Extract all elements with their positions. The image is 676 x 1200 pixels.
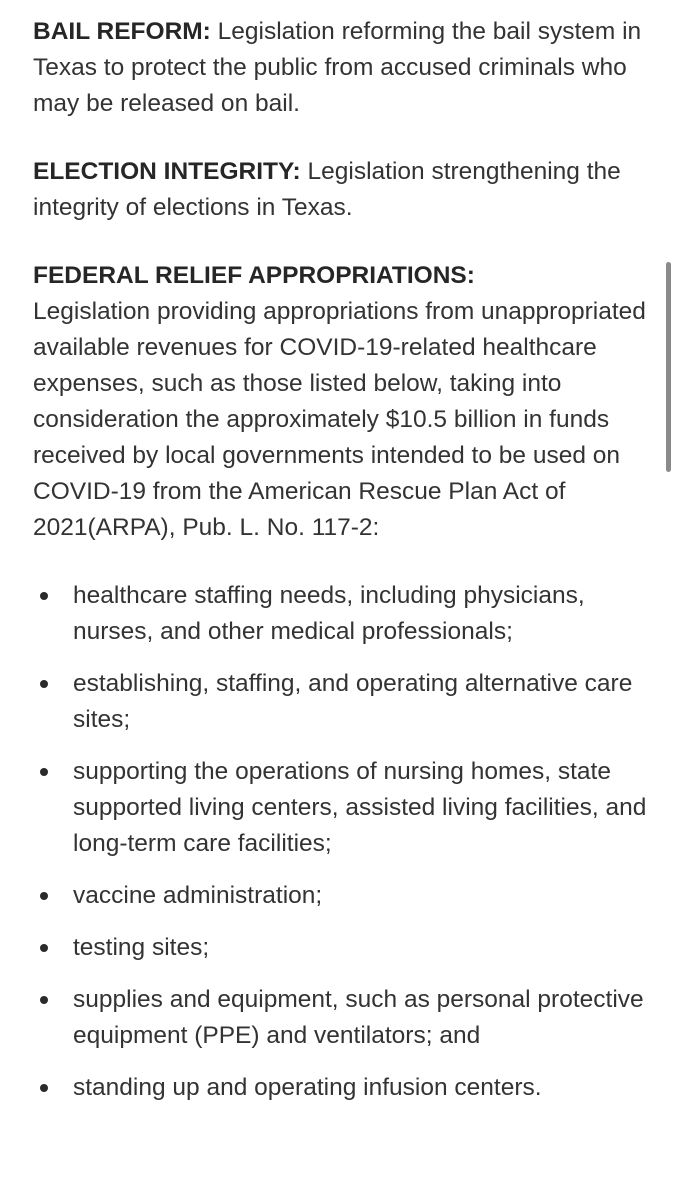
federal-relief-heading: FEDERAL RELIEF APPROPRIATIONS: xyxy=(33,262,475,289)
bullet-icon xyxy=(40,768,48,776)
list-item-text: vaccine administration; xyxy=(73,882,323,909)
list-item-text: healthcare staffing needs, including physicians, nurses, and other medical professionals; xyxy=(73,582,585,645)
document-body xyxy=(33,14,658,1122)
federal-relief-paragraph xyxy=(33,258,658,546)
list-item xyxy=(40,878,665,914)
list-item xyxy=(40,578,665,650)
list-item xyxy=(40,754,665,862)
bail-reform-paragraph xyxy=(33,14,658,122)
election-integrity-text: Legislation strengthening the integrity of elections in Texas. xyxy=(33,158,621,221)
list-item-text: supporting the operations of nursing homes, state supported living centers, assisted living facilities, and long-term care facilities; xyxy=(73,758,647,857)
expense-list xyxy=(40,578,665,1106)
list-item-text: supplies and equipment, such as personal protective equipment (PPE) and ventilators; and xyxy=(73,986,644,1049)
bail-reform-text: Legislation reforming the bail system in Texas to protect the public from accused criminals who may be released on bail. xyxy=(33,18,642,117)
list-item-text: testing sites; xyxy=(73,934,210,961)
scrollbar-thumb[interactable] xyxy=(666,262,671,472)
bullet-icon xyxy=(40,1084,48,1092)
bullet-icon xyxy=(40,944,48,952)
federal-relief-text: Legislation providing appropriations from unappropriated available revenues for COVID-19-related healthcare expenses, such as those listed below, taking into consideration the approximately $10.5 billion in funds received by local governments intended to be used on COVID-19 from the American Rescue Plan Act of 2021(ARPA), Pub. L. No. 117-2: xyxy=(33,298,646,541)
bullet-icon xyxy=(40,892,48,900)
list-item xyxy=(40,666,665,738)
bullet-icon xyxy=(40,996,48,1004)
list-item xyxy=(40,1070,665,1106)
election-integrity-heading: ELECTION INTEGRITY: xyxy=(33,158,301,185)
bail-reform-heading: BAIL REFORM: xyxy=(33,18,211,45)
bullet-icon xyxy=(40,680,48,688)
list-item xyxy=(40,982,665,1054)
list-item-text: establishing, staffing, and operating alternative care sites; xyxy=(73,670,633,733)
list-item-text: standing up and operating infusion centers. xyxy=(73,1074,542,1101)
election-integrity-paragraph xyxy=(33,154,658,226)
list-item xyxy=(40,930,665,966)
bullet-icon xyxy=(40,592,48,600)
